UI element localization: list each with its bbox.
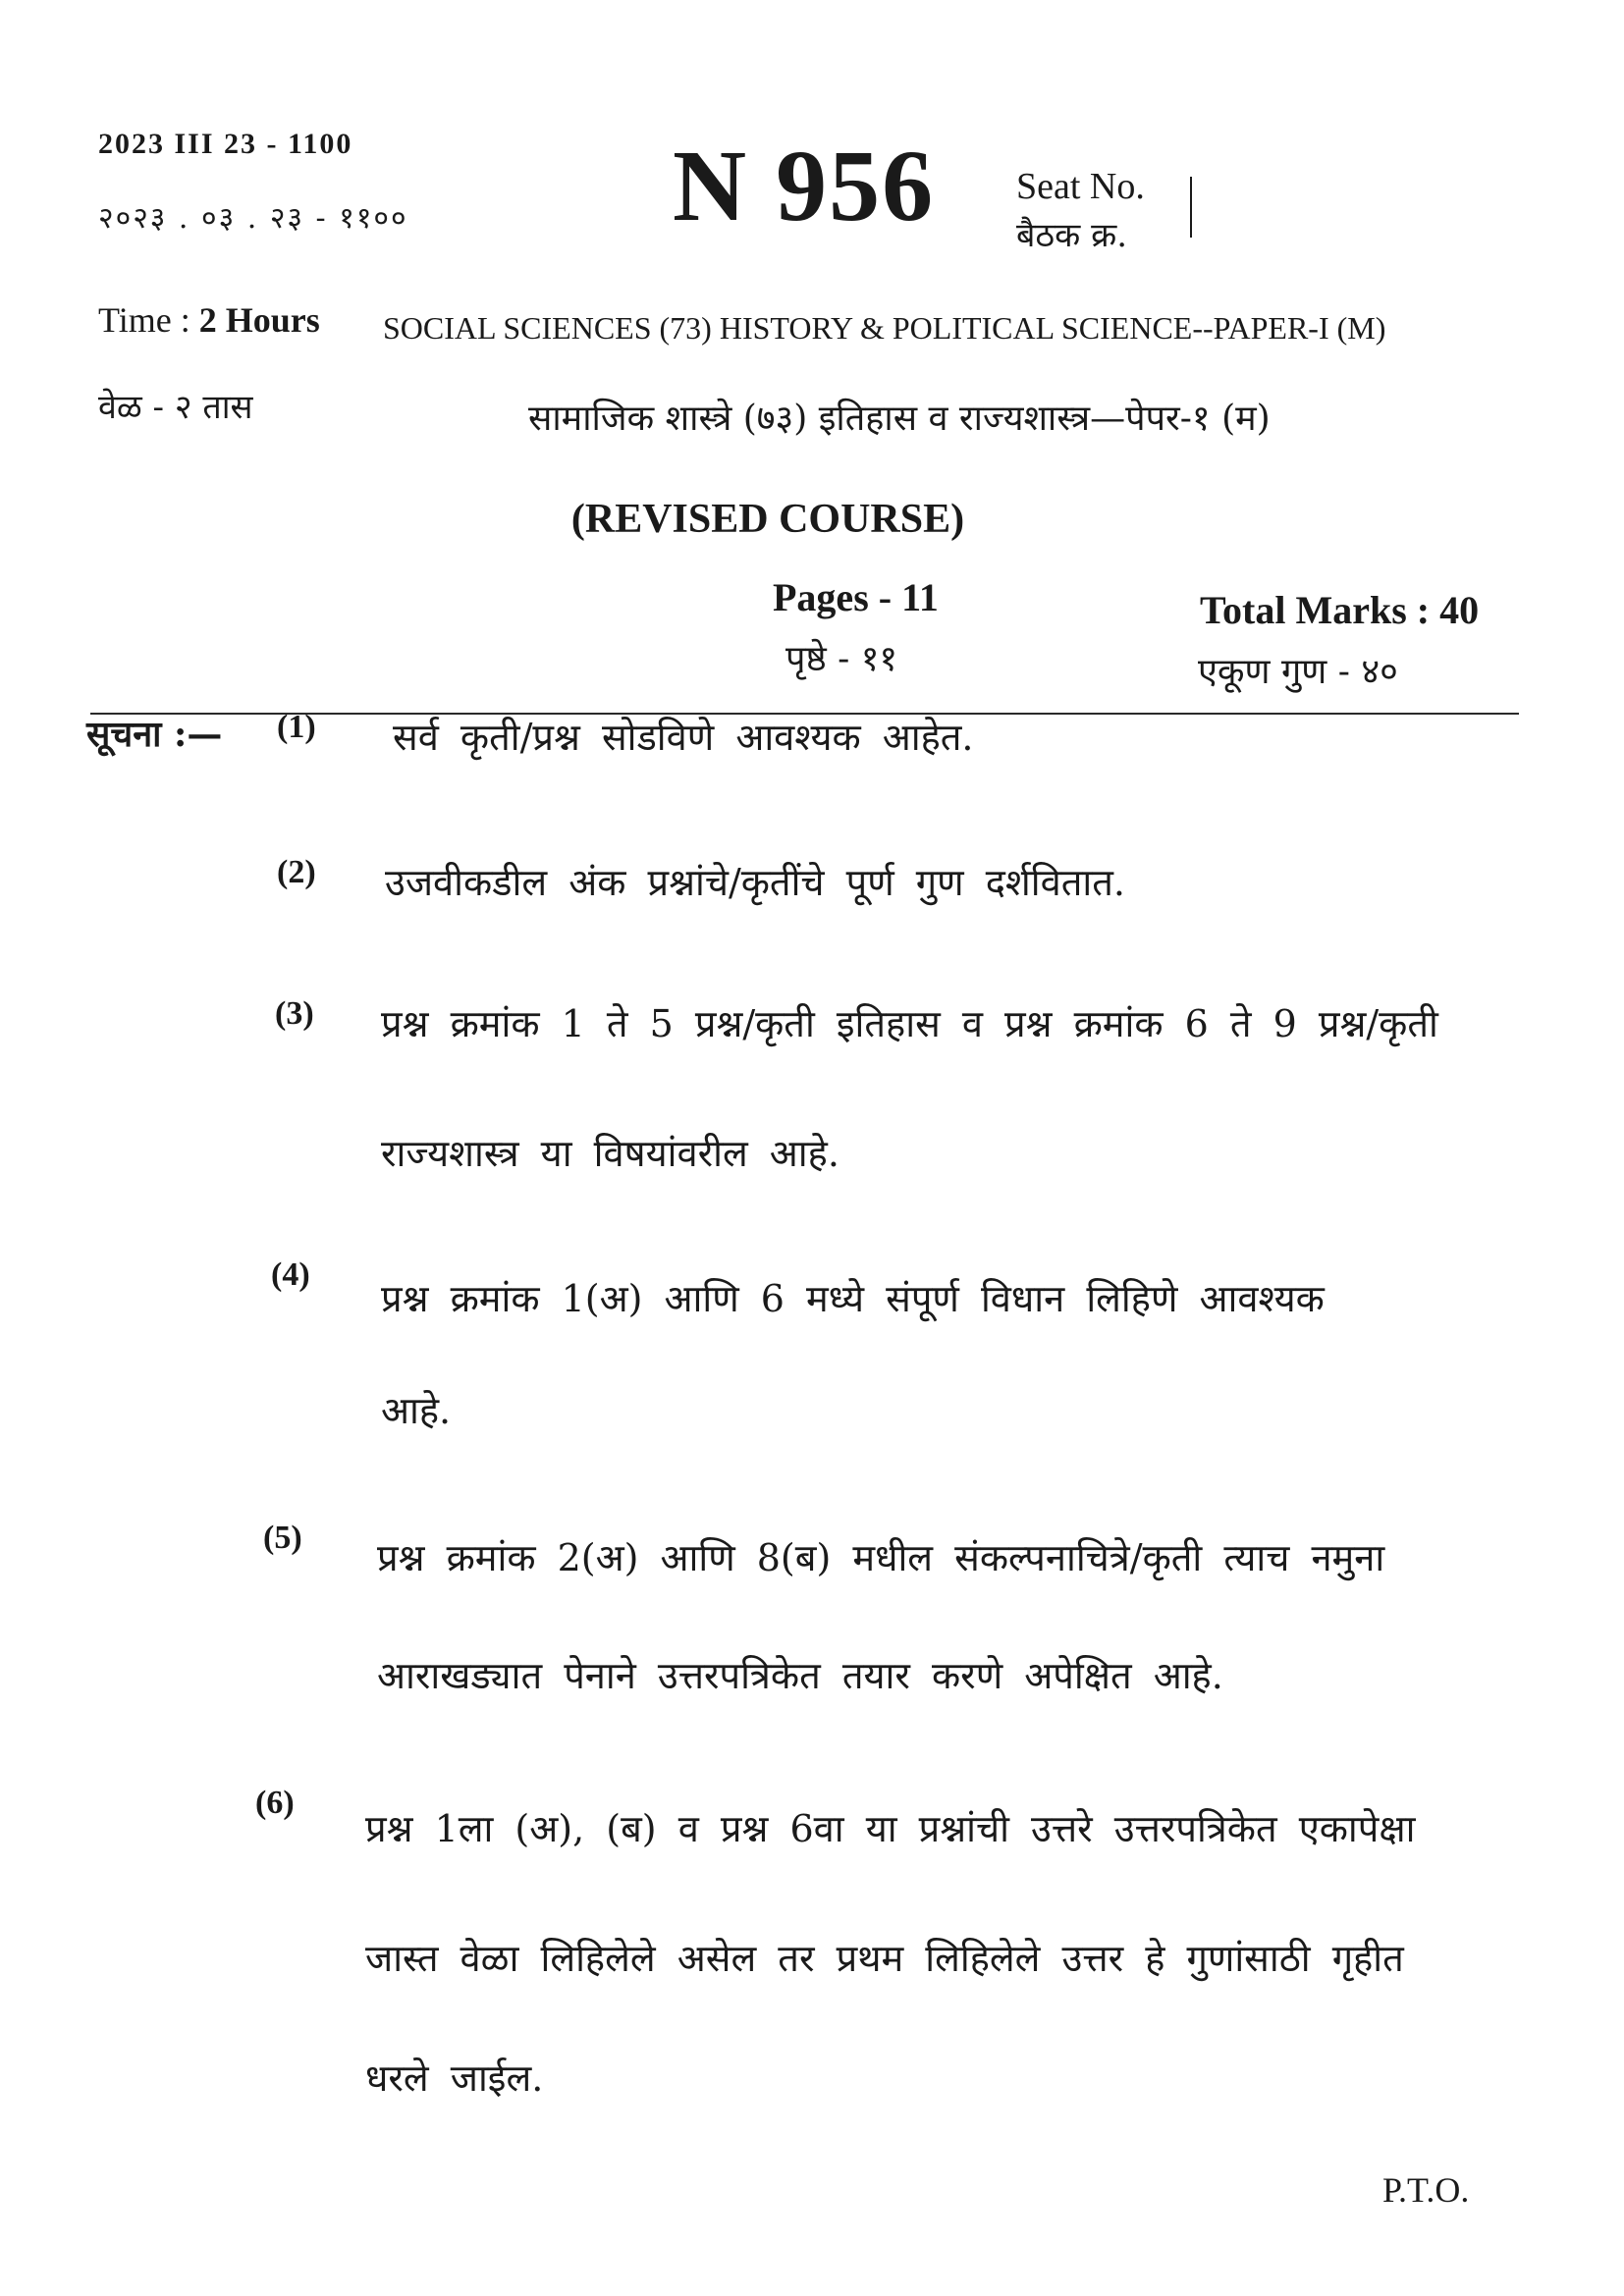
course-label (0, 496, 1624, 543)
seat-number-box-line (1190, 177, 1192, 238)
instruction-text-line: जास्त वेळा लिहिलेले असेल तर प्रथम लिहिलेले उत्तर हे गुणांसाठी गृहीत (365, 1937, 1404, 1980)
seat-number-label-mr: बैठक क्र. (1016, 216, 1128, 255)
time-value: 2 Hours (198, 300, 320, 340)
subject-title-mr: सामाजिक शास्त्रे (७३) इतिहास व राज्यशास्त्र—पेपर-१ (म) (528, 399, 1271, 439)
instruction-text-line: धरले जाईल. (365, 2056, 544, 2100)
instruction-text-line: प्रश्न 1ला (अ), (ब) व प्रश्न 6वा या प्रश्नांची उत्तरे उत्तरपत्रिकेत एकापेक्षा (365, 1807, 1416, 1850)
paper-code: N 956 (673, 130, 936, 242)
course-label-text: (REVISED COURSE) (570, 497, 965, 542)
pages-count-mr: पृष्ठे - ११ (785, 639, 898, 679)
subject-title-en: SOCIAL SCIENCES (73) HISTORY & POLITICAL SCIENCE--PAPER-I (M) (383, 310, 1386, 346)
instruction-number: (1) (277, 709, 316, 745)
instruction-number: (5) (263, 1520, 302, 1556)
exam-date-code-mr: २०२३ . ०३ . २३ - ११०० (98, 201, 408, 236)
time-en (98, 299, 320, 341)
instruction-text-line: प्रश्न क्रमांक 2(अ) आणि 8(ब) मधील संकल्पनाचित्रे/कृती त्याच नमुना (377, 1536, 1385, 1579)
instruction-text-line: सर्व कृती/प्रश्न सोडविणे आवश्यक आहेत. (393, 716, 974, 759)
instruction-number: (3) (275, 995, 314, 1032)
instruction-text-line: प्रश्न क्रमांक 1(अ) आणि 6 मध्ये संपूर्ण विधान लिहिणे आवश्यक (381, 1277, 1325, 1320)
time-mr: वेळ - २ तास (98, 388, 253, 427)
instruction-text-line: प्रश्न क्रमांक 1 ते 5 प्रश्न/कृती इतिहास व प्रश्न क्रमांक 6 ते 9 प्रश्न/कृती (381, 1002, 1438, 1045)
instruction-number: (4) (271, 1256, 310, 1293)
instruction-text-line: आहे. (381, 1389, 452, 1432)
time-label: Time : (98, 300, 190, 340)
pages-count-en: Pages - 11 (773, 575, 939, 619)
exam-date-code-en: 2023 III 23 - 1100 (98, 128, 353, 160)
instruction-text-line: आराखड्यात पेनाने उत्तरपत्रिकेत तयार करणे अपेक्षित आहे. (377, 1654, 1223, 1697)
seat-number-label-en: Seat No. (1016, 166, 1145, 207)
instruction-text-line: उजवीकडील अंक प्रश्नांचे/कृतींचे पूर्ण गुण दर्शवितात. (385, 861, 1125, 904)
instructions-label: सूचना :— (86, 714, 223, 755)
please-turn-over: P.T.O. (1382, 2170, 1470, 2210)
total-marks-mr: एकूण गुण - ४० (1198, 652, 1398, 692)
total-marks-en: Total Marks : 40 (1200, 588, 1480, 632)
instruction-text-line: राज्यशास्त्र या विषयांवरील आहे. (381, 1132, 839, 1175)
instruction-number: (2) (277, 854, 316, 890)
instruction-number: (6) (255, 1785, 295, 1821)
